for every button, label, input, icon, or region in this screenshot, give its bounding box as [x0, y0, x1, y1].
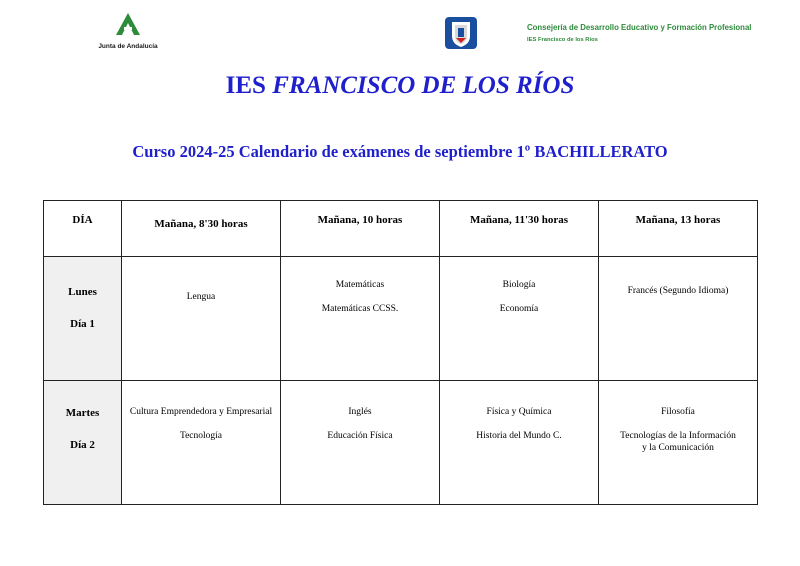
subject: Física y Química [486, 407, 552, 417]
header-slot-4: Mañana, 13 horas [599, 201, 758, 257]
header-dia: DÍA [44, 201, 122, 257]
title-italic: FRANCISCO DE LOS RÍOS [272, 72, 575, 99]
school-crest-icon [444, 16, 478, 50]
day-cell [44, 381, 122, 505]
exam-cell [599, 381, 758, 505]
header-slot-3: Mañana, 11'30 horas [440, 201, 599, 257]
school-small-text: IES Francisco de los Ríos [527, 37, 598, 43]
logo-caption: Junta de Andalucía [98, 43, 158, 50]
exam-schedule-table [43, 200, 758, 505]
subject: Inglés [348, 407, 372, 417]
subject: Historia del Mundo C. [476, 431, 562, 441]
exam-cell [122, 257, 281, 381]
subject: Biología [502, 280, 536, 290]
exam-cell [122, 381, 281, 505]
subject: Economía [499, 304, 539, 314]
subject: Educación Física [327, 431, 393, 441]
subject: Cultura Emprendedora y Empresarial [129, 407, 273, 417]
subject: Tecnología [179, 431, 223, 441]
subject: Matemáticas [335, 280, 385, 290]
day-cell [44, 257, 122, 381]
day-name: Martes [65, 407, 100, 419]
header-slot-2: Mañana, 10 horas [281, 201, 440, 257]
title-prefix: IES [225, 72, 273, 99]
exam-cell [440, 381, 599, 505]
subject: Filosofía [661, 407, 695, 417]
subject: Lengua [186, 292, 216, 302]
junta-andalucia-logo [88, 12, 168, 50]
exam-cell [599, 257, 758, 381]
day-name: Lunes [68, 286, 97, 298]
subject: y la Comunicación [642, 443, 714, 453]
table-header-row [44, 201, 758, 257]
exam-cell [281, 257, 440, 381]
table-row [44, 257, 758, 381]
day-number: Día 2 [70, 439, 95, 451]
exam-cell [281, 381, 440, 505]
header-department [527, 23, 751, 43]
page-subtitle: Curso 2024-25 Calendario de exámenes de septiembre 1º BACHILLERATO [132, 142, 668, 161]
subject: Matemáticas CCSS. [321, 304, 399, 314]
page-title [0, 72, 800, 100]
day-number: Día 1 [70, 318, 95, 330]
junta-andalucia-logo-icon [113, 12, 143, 36]
table-row [44, 381, 758, 505]
consejeria-text: Consejería de Desarrollo Educativo y Formación Profesional [527, 23, 752, 32]
subject: Francés (Segundo Idioma) [627, 286, 729, 296]
exam-cell [440, 257, 599, 381]
header-slot-1: Mañana, 8'30 horas [122, 201, 281, 257]
subject: Tecnologías de la Información [620, 431, 736, 441]
